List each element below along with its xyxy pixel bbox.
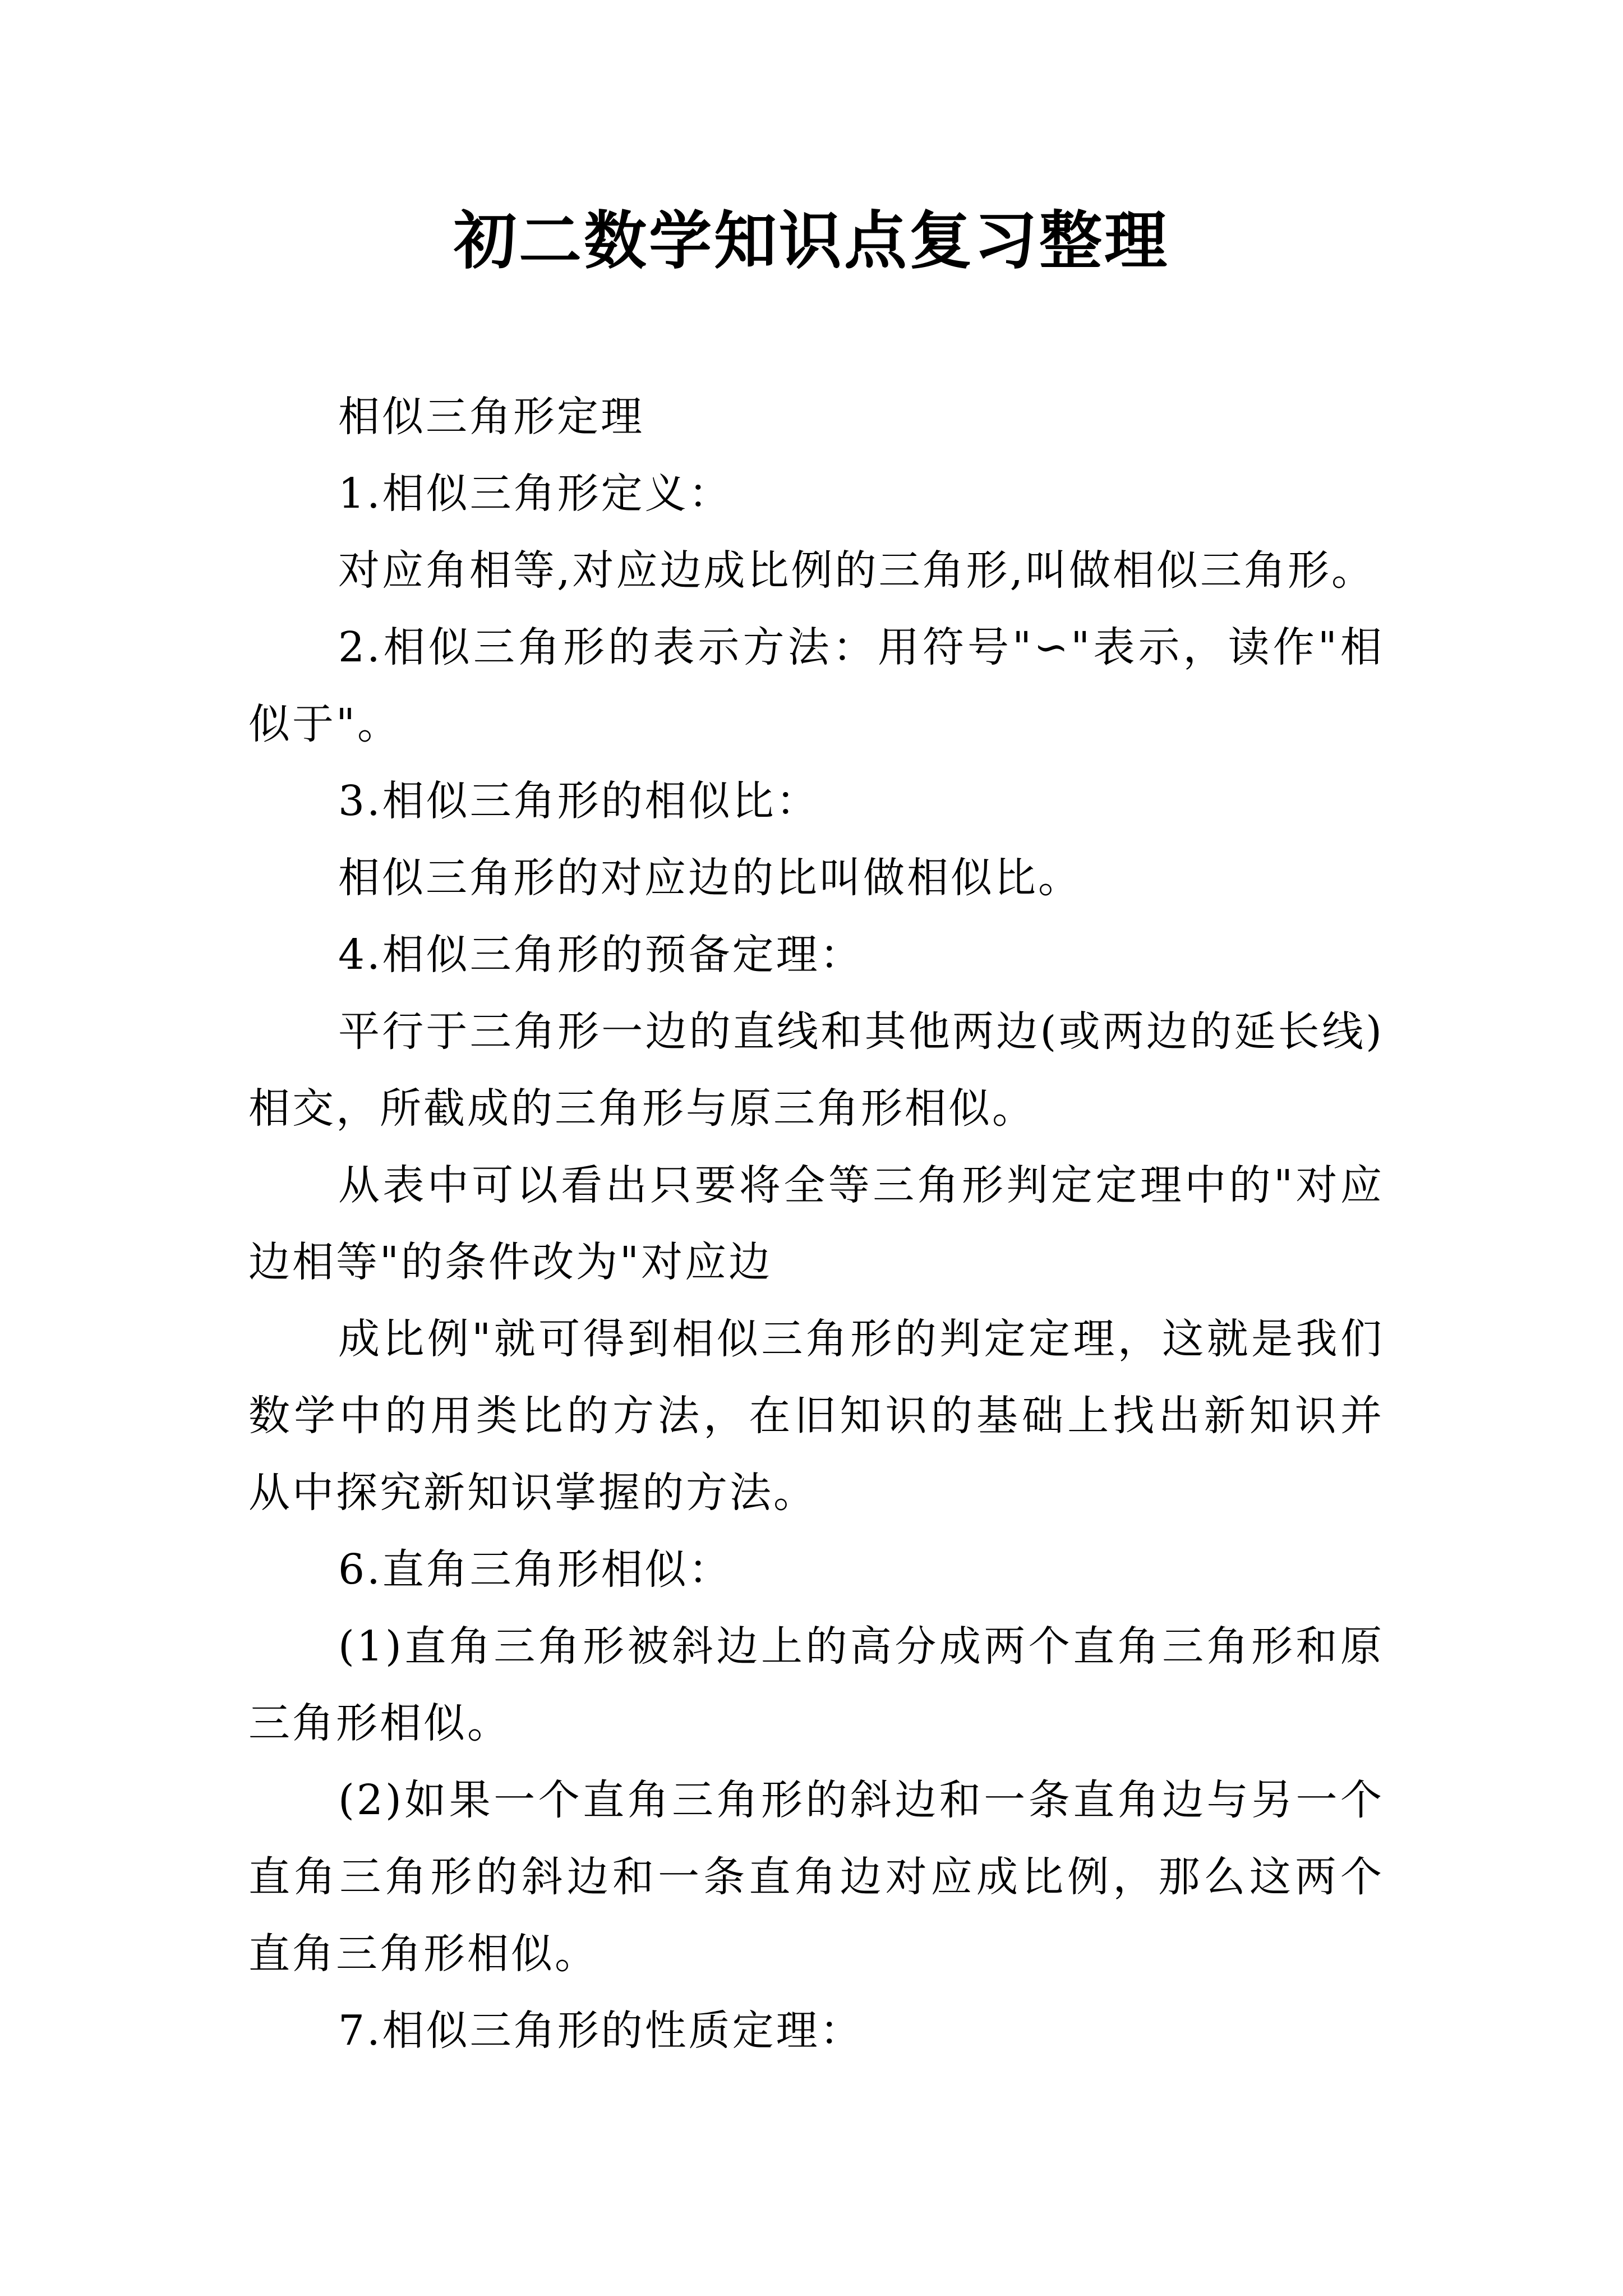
paragraph-similarity-ratio: 相似三角形的对应边的比叫做相似比。 [338,854,1082,902]
paragraph-item-2-notation: 2.相似三角形的表示方法：用符号"∽"表示，读作"相似于"。 [248,623,1384,748]
paragraph-item-6-heading: 6.直角三角形相似： [338,1545,732,1594]
paragraph-right-triangle-2: (2)如果一个直角三角形的斜边和一条直角边与另一个直角三角形的斜边和一条直角边对应成比例，那么这两个直角三角形相似。 [248,1776,1384,1978]
paragraph-heading-similar-triangle-theorems: 相似三角形定理 [338,393,644,441]
paragraph-preparatory-theorem: 平行于三角形一边的直线和其他两边(或两边的延长线)相交，所截成的三角形与原三角形相似。 [248,1007,1384,1133]
paragraph-right-triangle-1: (1)直角三角形被斜边上的高分成两个直角三角形和原三角形相似。 [248,1622,1384,1747]
paragraph-table-comparison: 从表中可以看出只要将全等三角形判定定理中的"对应边相等"的条件改为"对应边 [248,1161,1384,1286]
paragraph-item-3-heading: 3.相似三角形的相似比： [338,777,820,825]
paragraph-definition: 对应角相等,对应边成比例的三角形,叫做相似三角形。 [338,546,1376,595]
paragraph-analogy-method: 成比例"就可得到相似三角形的判定定理，这就是我们数学中的用类比的方法，在旧知识的基础上找出新知识并从中探究新知识掌握的方法。 [248,1315,1384,1517]
paragraph-item-7-heading: 7.相似三角形的性质定理： [338,2007,864,2055]
paragraph-item-4-heading: 4.相似三角形的预备定理： [338,931,864,979]
document-body [248,379,1384,2069]
paragraph-item-1-heading: 1.相似三角形定义： [338,470,732,518]
document-title: 初二数学知识点复习整理 [454,204,1169,278]
